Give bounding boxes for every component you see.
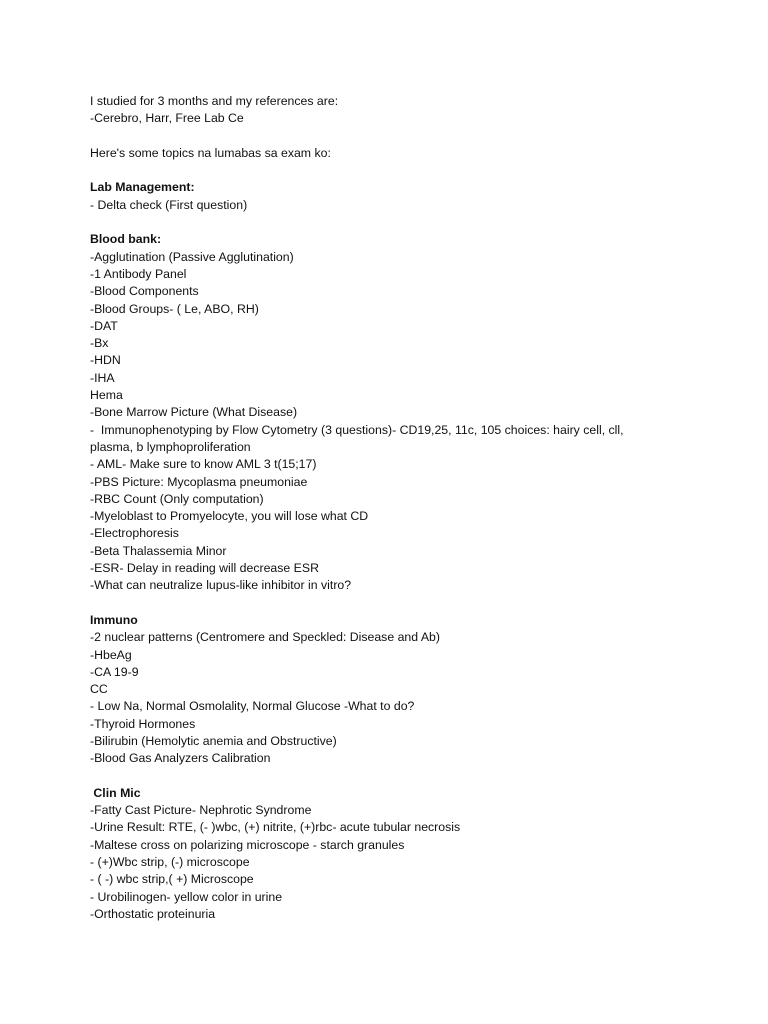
section-heading-blood-bank: Blood bank:	[90, 232, 162, 247]
list-item: -Fatty Cast Picture- Nephrotic Syndrome	[90, 803, 312, 818]
list-item: -Maltese cross on polarizing microscope - starch granules	[90, 837, 405, 852]
list-item: - Immunophenotyping by Flow Cytometry (3 questions)- CD19,25, 11c, 105 choices: hairy cell, cll,	[90, 422, 624, 437]
section-heading-lab-management: Lab Management:	[90, 180, 195, 195]
list-item: - AML- Make sure to know AML 3 t(15;17)	[90, 457, 317, 472]
list-item: -Myeloblast to Promyelocyte, you will lose what CD	[90, 509, 369, 524]
section-heading-cc: CC	[90, 682, 108, 697]
list-item: -Beta Thalassemia Minor	[90, 543, 227, 558]
list-item: - ( -) wbc strip,( +) Microscope	[90, 872, 254, 887]
list-item: plasma, b lymphoproliferation	[90, 439, 251, 454]
list-item: -What can neutralize lupus-like inhibitor in vitro?	[90, 578, 352, 593]
section-heading-hema: Hema	[90, 388, 123, 403]
list-item: -PBS Picture: Mycoplasma pneumoniae	[90, 474, 308, 489]
list-item: -Urine Result: RTE, (- )wbc, (+) nitrite, (+)rbc- acute tubular necrosis	[90, 820, 461, 835]
list-item: -RBC Count (Only computation)	[90, 491, 264, 506]
list-item: - Urobilinogen- yellow color in urine	[90, 889, 283, 904]
list-item: -CA 19-9	[90, 664, 139, 679]
list-item: -HDN	[90, 353, 121, 368]
list-item: -Orthostatic proteinuria	[90, 906, 216, 921]
references-line: -Cerebro, Harr, Free Lab Ce	[90, 111, 244, 126]
section-heading-clin-mic: Clin Mic	[90, 785, 141, 800]
list-item: -Agglutination (Passive Agglutination)	[90, 249, 294, 264]
spacer	[90, 214, 750, 231]
spacer	[90, 768, 750, 785]
intro-line: I studied for 3 months and my references are:	[90, 94, 339, 108]
list-item: -Thyroid Hormones	[90, 716, 196, 731]
list-item: -2 nuclear patterns (Centromere and Speckled: Disease and Ab)	[90, 630, 440, 645]
list-item: - (+)Wbc strip, (-) microscope	[90, 855, 250, 870]
list-item: -1 Antibody Panel	[90, 266, 187, 281]
list-item: -Blood Components	[90, 284, 199, 299]
list-item: - Low Na, Normal Osmolality, Normal Glucose -What to do?	[90, 699, 415, 714]
list-item: -ESR- Delay in reading will decrease ESR	[90, 561, 319, 576]
list-item: -IHA	[90, 370, 115, 385]
list-item: -Bone Marrow Picture (What Disease)	[90, 405, 298, 420]
list-item: -Blood Groups- ( Le, ABO, RH)	[90, 301, 259, 316]
list-item: -Bilirubin (Hemolytic anemia and Obstructive)	[90, 733, 337, 748]
list-item: -DAT	[90, 318, 118, 333]
list-item: -Electrophoresis	[90, 526, 179, 541]
spacer	[90, 162, 750, 179]
spacer	[90, 595, 750, 612]
topics-intro-line: Here's some topics na lumabas sa exam ko:	[90, 145, 331, 160]
list-item: - Delta check (First question)	[90, 197, 248, 212]
list-item: -HbeAg	[90, 647, 132, 662]
document-page	[90, 93, 750, 923]
spacer	[90, 128, 750, 145]
section-heading-immuno: Immuno	[90, 612, 138, 627]
list-item: -Bx	[90, 336, 109, 351]
list-item: -Blood Gas Analyzers Calibration	[90, 751, 271, 766]
